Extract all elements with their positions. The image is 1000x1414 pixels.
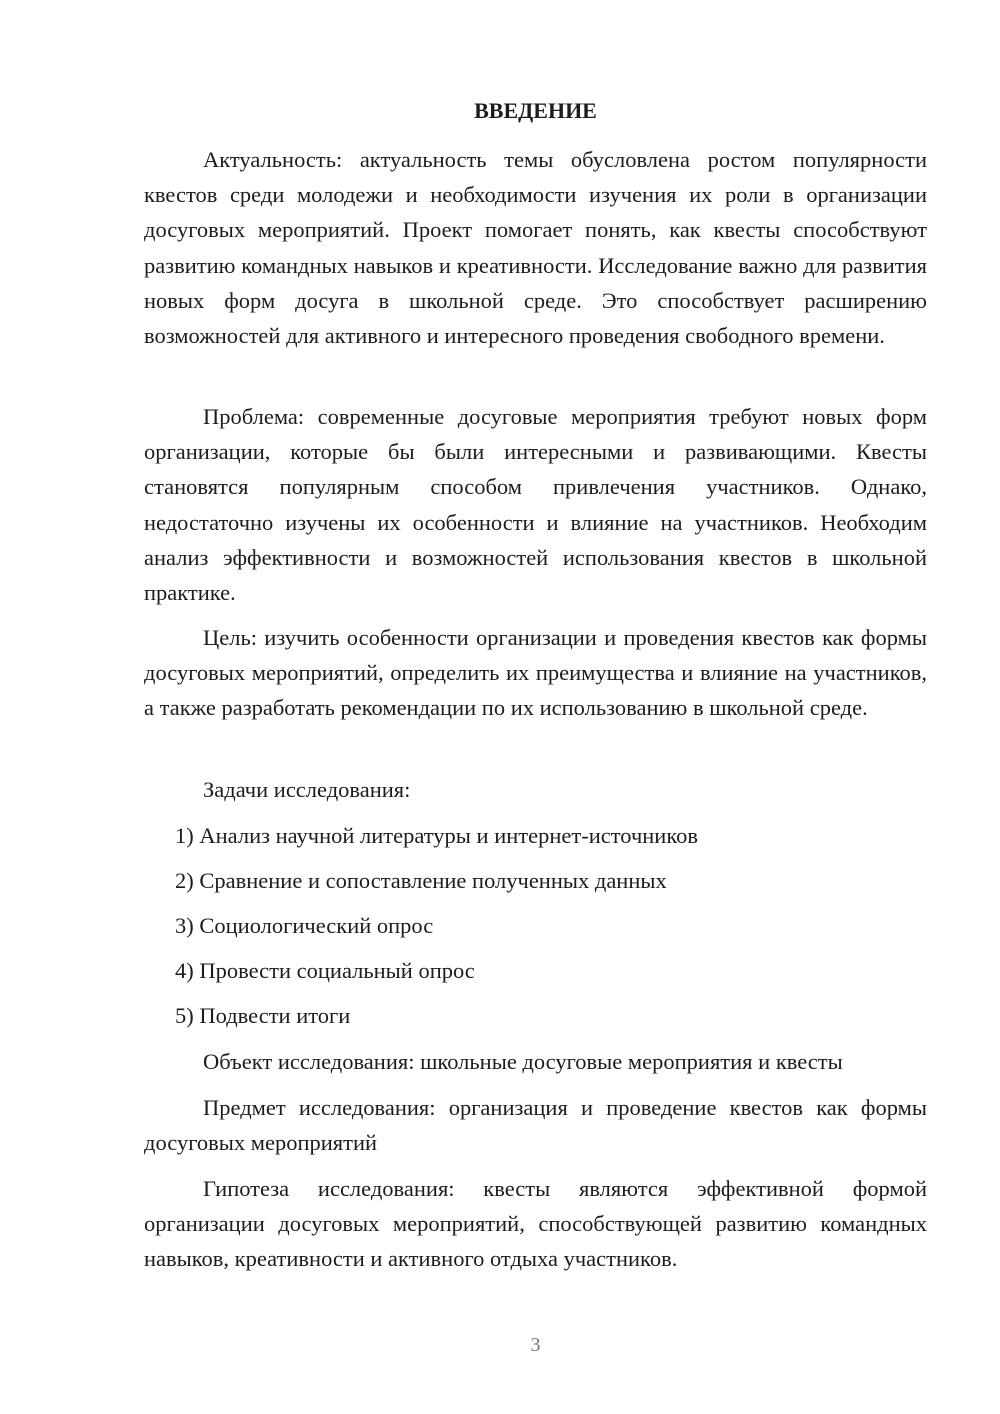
task-item-1: 1) Анализ научной литературы и интернет-источников xyxy=(175,823,699,848)
task-item-3: 3) Социологический опрос xyxy=(175,913,434,938)
task-item-2: 2) Сравнение и сопоставление полученных данных xyxy=(175,868,667,893)
tasks-title: Задачи исследования: xyxy=(203,777,411,802)
paragraph-hypothesis: Гипотеза исследования: квесты являются эффективной формой организации досуговых мероприятий, способствующей развитию командных навыков, креативности и активного отдыха участников. xyxy=(144,1176,927,1272)
paragraph-relevance: Актуальность: актуальность темы обусловлена ростом популярности квестов среди молодежи и необходимости изучения их роли в организации досуговых мероприятий. Проект помогает понять, как квесты способствуют развитию командных навыков и креативности. Исследование важно для развития новых форм досуга в школьной среде. Это способствует расширению возможностей для активного и интересного проведения свободного времени. xyxy=(144,147,927,349)
paragraph-goal: Цель: изучить особенности организации и проведения квестов как формы досуговых мероприятий, определить их преимущества и влияние на участников, а также разработать рекомендации по их использованию в школьной среде. xyxy=(144,625,927,721)
paragraph-object: Объект исследования: школьные досуговые мероприятия и квесты xyxy=(203,1049,843,1074)
paragraph-problem: Проблема: современные досуговые мероприятия требуют новых форм организации, которые бы были интересными и развивающими. Квесты становятся популярным способом привлечения участников. Однако, недостаточно изучены их особенности и влияние на участников. Необходим анализ эффективности и возможностей использования квестов в школьной практике. xyxy=(144,404,927,606)
section-heading: ВВЕДЕНИЕ xyxy=(474,98,597,123)
document-page xyxy=(144,0,927,1414)
task-item-5: 5) Подвести итоги xyxy=(175,1003,351,1028)
task-item-4: 4) Провести социальный опрос xyxy=(175,958,475,983)
paragraph-subject: Предмет исследования: организация и проведение квестов как формы досуговых мероприятий xyxy=(144,1095,927,1156)
page-number: 3 xyxy=(530,1334,541,1356)
